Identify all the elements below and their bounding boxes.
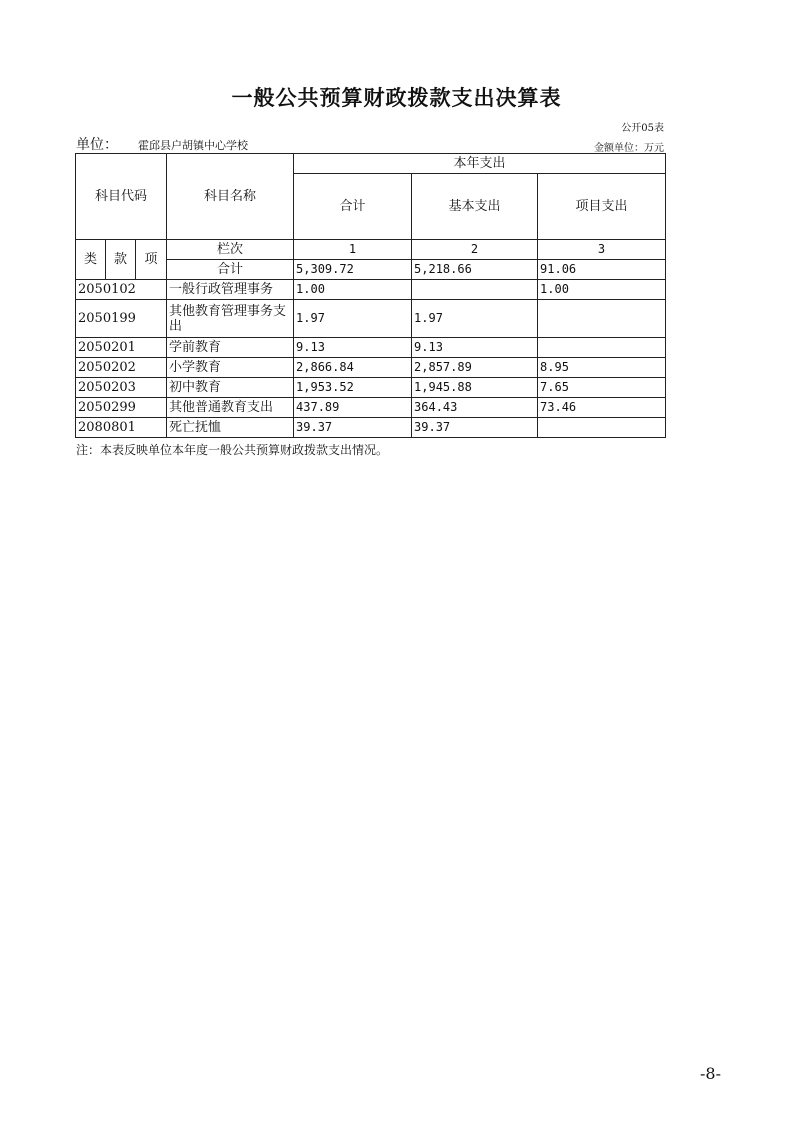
row-total: 1,953.52 [294,378,412,398]
row-total: 1.00 [294,280,412,300]
row-name: 一般行政管理事务 [167,280,294,300]
row-name: 死亡抚恤 [167,418,294,438]
row-code: 2050102 [76,280,167,300]
header-basic: 基本支出 [412,174,538,240]
row-project: 73.46 [538,398,666,418]
row-project [538,418,666,438]
row-code: 2050202 [76,358,167,378]
header-row-1 [76,154,666,174]
row-basic: 1,945.88 [412,378,538,398]
header-xiang: 项 [136,240,167,280]
row-basic [412,280,538,300]
row-project: 7.65 [538,378,666,398]
table-row [76,358,666,378]
row-code: 2050299 [76,398,167,418]
header-kuan: 款 [106,240,136,280]
row-code: 2080801 [76,418,167,438]
total-row-project: 91.06 [538,260,666,280]
row-basic: 9.13 [412,338,538,358]
header-current-year: 本年支出 [294,154,666,174]
table-row [76,378,666,398]
row-total: 39.37 [294,418,412,438]
column-index-2: 2 [412,240,538,260]
row-total: 437.89 [294,398,412,418]
row-basic: 1.97 [412,300,538,338]
row-code: 2050203 [76,378,167,398]
row-project: 1.00 [538,280,666,300]
row-name: 初中教育 [167,378,294,398]
row-total: 9.13 [294,338,412,358]
amount-unit: 金额单位：万元 [594,143,664,154]
column-index-1: 1 [294,240,412,260]
row-name: 其他教育管理事务支出 [167,300,294,338]
row-code: 2050199 [76,300,167,338]
row-basic: 364.43 [412,398,538,418]
row-basic: 2,857.89 [412,358,538,378]
table-row [76,418,666,438]
row-name: 小学教育 [167,358,294,378]
row-total: 1.97 [294,300,412,338]
row-name: 学前教育 [167,338,294,358]
row-total: 2,866.84 [294,358,412,378]
row-basic: 39.37 [412,418,538,438]
table-row [76,338,666,358]
header-total: 合计 [294,174,412,240]
table-row [76,398,666,418]
unit-label: 单位： [76,137,118,153]
total-row-basic: 5,218.66 [412,260,538,280]
page-title: 一般公共预算财政拨款支出决算表 [231,86,562,110]
header-code: 科目代码 [76,154,167,240]
table-note: 注：本表反映单位本年度一般公共预算财政拨款支出情况。 [76,443,389,457]
column-index-row [76,240,666,260]
header-name: 科目名称 [167,154,294,240]
header-project: 项目支出 [538,174,666,240]
table-row [76,280,666,300]
unit-name: 霍邱县户胡镇中心学校 [138,139,248,152]
total-row-label: 合计 [167,260,294,280]
row-code: 2050201 [76,338,167,358]
row-project [538,300,666,338]
page-number: -8- [700,1064,721,1083]
row-name: 其他普通教育支出 [167,398,294,418]
table-row [76,300,666,338]
column-index-3: 3 [538,240,666,260]
column-index-label: 栏次 [167,240,294,260]
row-project [538,338,666,358]
row-project: 8.95 [538,358,666,378]
expenditure-table [75,153,666,438]
total-row-total: 5,309.72 [294,260,412,280]
unit-line [76,134,248,154]
form-number: 公开05表 [621,123,664,134]
header-lei: 类 [76,240,106,280]
